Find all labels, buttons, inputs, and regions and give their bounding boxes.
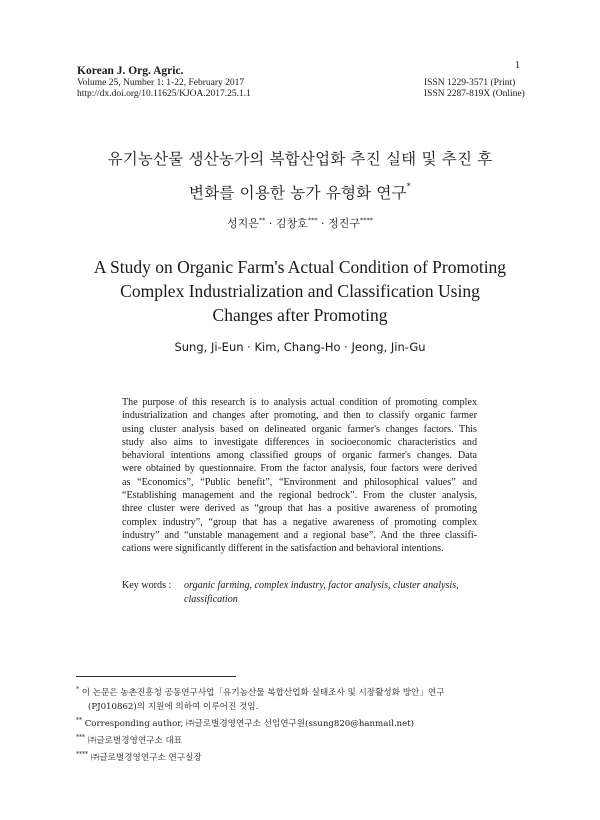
author-kr-1: 성지은	[227, 217, 259, 230]
abstract-line: cations were significantly different in the satisfaction and behavioral intentions.	[122, 543, 444, 555]
footnote-1	[76, 683, 526, 700]
footnote-2	[76, 714, 526, 731]
english-authors: Sung, Ji-Eun · Kim, Chang-Ho · Jeong, Jin-Gu	[174, 340, 426, 354]
abstract-line: three cluster were derived as “group that has a positive awareness of promoting	[122, 503, 477, 515]
journal-header	[77, 64, 251, 100]
footnote-divider	[76, 676, 236, 677]
english-title-line2: Complex Industrialization and Classification Using	[120, 281, 480, 301]
footnote-3-text: ㈜글로벌경영연구소 대표	[87, 736, 183, 746]
footnote-4-text: ㈜글로벌경영연구소 연구실장	[90, 753, 202, 763]
keywords	[122, 579, 482, 606]
footnotes	[76, 683, 526, 765]
abstract-line: using cluster analysis based on delineated organic farmer's changes factors. This	[122, 423, 477, 435]
abstract-line: complex industry”, “group that has a negative awareness of promoting complex	[122, 516, 477, 528]
footnote-1-text: 이 논문은 농촌진흥청 공동연구사업「유기농산물 복합산업화 실태조사 및 시장활성화 방안」연구	[81, 688, 445, 698]
footnote-3	[76, 731, 526, 748]
keywords-line1: organic farming, complex industry, factor analysis, cluster analysis,	[184, 580, 459, 591]
korean-title-line2	[0, 173, 600, 207]
abstract	[122, 396, 477, 556]
abstract-line: study also aims to investigate differences in socioeconomic characteristics and	[122, 436, 477, 448]
issn-print: ISSN 1229-3571 (Print)	[424, 78, 516, 88]
footnote-4	[76, 748, 526, 765]
korean-title-line2-text: 변화를 이용한 농가 유형화 연구	[189, 184, 407, 202]
title-footnote-mark: *	[406, 182, 411, 191]
volume-info: Volume 25, Number 1: 1-22, February 2017	[77, 78, 245, 88]
abstract-line: “Establishing management and the regional bedrock”. From the cluster analysis,	[122, 490, 477, 502]
english-title	[0, 255, 600, 327]
author-kr-2: 김창호	[275, 217, 308, 230]
author-separator: ·	[317, 217, 329, 230]
issn-block	[424, 78, 525, 100]
abstract-line: industrialization and changes after promoting, and then to classify organic farmer	[122, 410, 477, 422]
english-title-line3: Changes after Promoting	[212, 305, 388, 325]
abstract-line: The purpose of this research is to analysis actual condition of promoting complex	[122, 397, 477, 408]
korean-title-line1: 유기농산물 생산농가의 복합산업화 추진 실태 및 추진 후	[107, 150, 493, 168]
issn-online: ISSN 2287-819X (Online)	[424, 89, 525, 99]
footnote-4-mark: ****	[76, 751, 88, 758]
abstract-line: as “Economics”, “Public benefit”, “Environment and philosophical values” and	[122, 476, 477, 488]
abstract-line: industry” and “unstable management and a regional base”. And the three classifi-	[122, 529, 477, 541]
journal-name: Korean J. Org. Agric.	[77, 65, 184, 77]
author-kr-3: 정진구	[328, 217, 360, 230]
doi-link[interactable]: http://dx.doi.org/10.11625/KJOA.2017.25.1.1	[77, 89, 251, 99]
abstract-line: behavioral intentions among classified groups of organic farmer's changes. Data	[122, 450, 477, 462]
keywords-label: Key words :	[122, 580, 172, 591]
footnote-2-mark: **	[76, 717, 82, 724]
footnote-1-cont: (PJ010862)의 지원에 의하여 이루어진 것임.	[88, 702, 259, 712]
page-number: 1	[515, 60, 520, 71]
footnote-3-mark: ***	[76, 734, 85, 741]
author-separator: ·	[265, 217, 276, 230]
footnote-1-mark: *	[76, 686, 79, 693]
author-kr-1-mark: **	[258, 216, 266, 224]
author-kr-3-mark: ****	[359, 216, 373, 224]
korean-title	[0, 145, 600, 207]
abstract-line: were obtained by questionnaire. From the factor analysis, four factors were derived	[122, 463, 477, 475]
author-kr-2-mark: ***	[307, 216, 318, 224]
keywords-line2: classification	[184, 593, 238, 605]
english-title-line1: A Study on Organic Farm's Actual Condition of Promoting	[93, 257, 507, 277]
korean-authors	[0, 215, 600, 231]
footnote-2-text: Corresponding author, ㈜글로벌경영연구소 선임연구원(ssung820@hanmail.net)	[84, 719, 414, 729]
